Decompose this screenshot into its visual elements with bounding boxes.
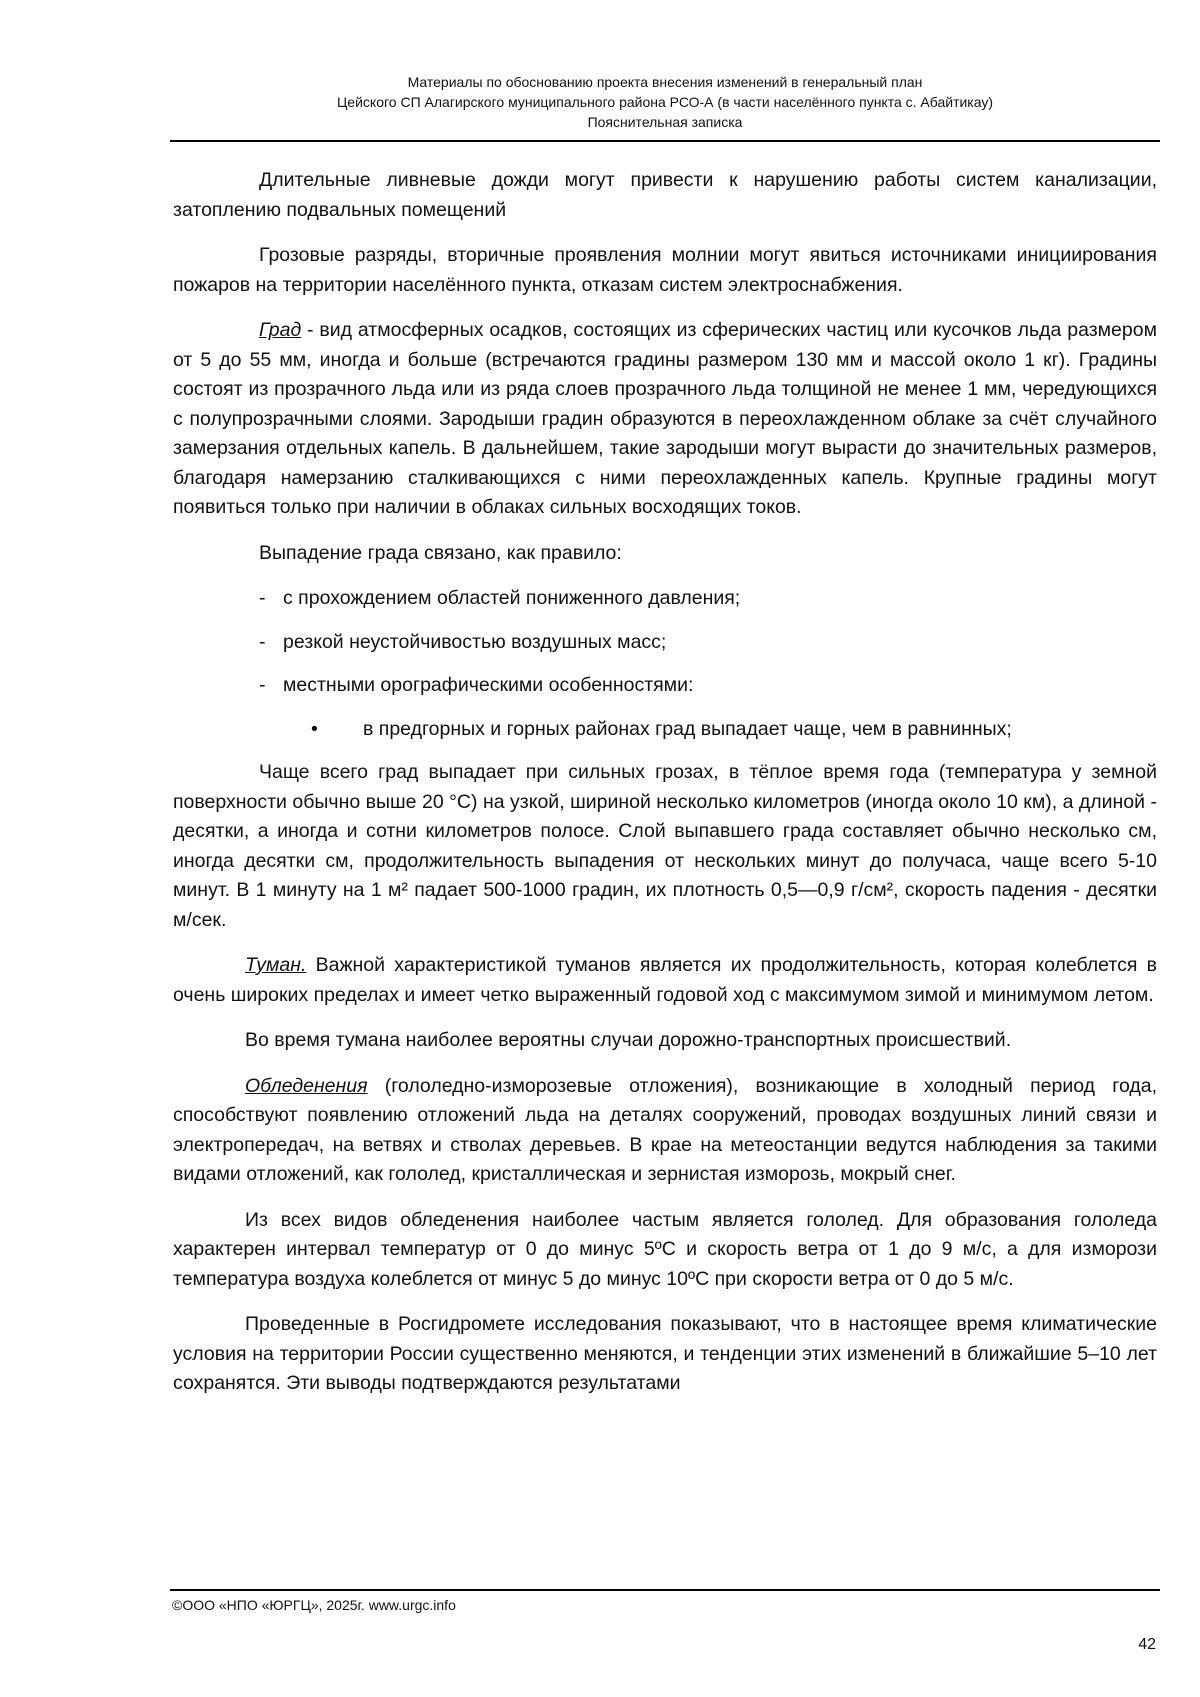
- paragraph-hail-causes: Выпадение града связано, как правило:: [259, 541, 622, 564]
- header-divider: [170, 140, 1160, 142]
- paragraph-fog: Туман. Важной характеристикой туманов является их продолжительность, которая колеблется в очень широких пределах и имеет четко выраженный годовой ход с максимумом зимой и минимумом летом.: [173, 954, 1157, 1006]
- list-marker: -: [259, 674, 266, 696]
- paragraph-rain: Длительные ливневые дожди могут привести к нарушению работы систем канализации, затоплению подвальных помещений: [173, 169, 1157, 221]
- list-item: - с прохождением областей пониженного давления;: [173, 584, 1157, 614]
- paragraph-icing: Обледенения (гололедно-изморозевые отложения), возникающие в холодный период года, способствуют появлению отложений льда на деталях сооружений, проводах воздушных линий связи и электропередач, на ветвях и стволах деревьев. В крае на метеостанции ведутся наблюдения за такими видами отложений, как гололед, кристаллическая и зернистая изморозь, мокрый снег.: [173, 1074, 1157, 1185]
- bullet-item: • в предгорных и горных районах град выпадает чаще, чем в равнинных;: [173, 715, 1157, 745]
- header-line-2: Цейского СП Алагирского муниципального района РСО-А (в части населённого пункта с. Абайтикау): [336, 94, 994, 110]
- term-fog: Туман.: [245, 954, 307, 976]
- page-number: 42: [1138, 1636, 1156, 1653]
- page-header: [170, 72, 1160, 132]
- footer-copyright: ©ООО «НПО «ЮРГЦ», 2025г. www.urgc.info: [172, 1597, 456, 1613]
- paragraph-thunderstorm: Грозовые разряды, вторичные проявления молнии могут явиться источниками инициирования пожаров на территории населённого пункта, отказам систем электроснабжения.: [173, 244, 1157, 296]
- paragraph-roshydromet: Проведенные в Росгидромете исследования показывают, что в настоящее время климатические условия на территории России существенно меняются, и тенденции этих изменений в ближайшие 5–10 лет сохранятся. Эти выводы подтверждаются результатами: [173, 1313, 1157, 1394]
- header-line-3: Пояснительная записка: [587, 114, 743, 130]
- term-hail: Град: [259, 319, 302, 341]
- list-marker: -: [259, 630, 266, 653]
- header-line-1: Материалы по обоснованию проекта внесения изменений в генеральный план: [407, 74, 923, 90]
- document-body: [173, 166, 1157, 1415]
- paragraph-fog-accidents: Во время тумана наиболее вероятны случаи дорожно-транспортных происшествий.: [245, 1029, 1012, 1051]
- footer-divider: [170, 1589, 1160, 1591]
- bullet-icon: •: [311, 717, 318, 740]
- term-icing: Обледенения: [245, 1074, 368, 1097]
- paragraph-hail-text: - вид атмосферных осадков, состоящих из сферических частиц или кусочков льда размером от 5 до 55 мм, иногда и больше (встречаются градины размером 130 мм и массой около 1 кг). Градины состоят из прозрачного льда или из ряда слоев прозрачного льда толщиной не менее 1 мм, чередующихся с полупрозрачными слоями. Зародыши градин образуются в переохлажденном облаке за счёт случайного замерзания отдельных капель. В дальнейшем, такие зародыши могут вырасти до значительных размеров, благодаря намерзанию сталкивающихся с ними переохлажденных капель. Крупные градины могут появиться только при наличии в облаках сильных восходящих токов.: [173, 319, 1157, 518]
- list-item: - местными орографическими особенностями:: [173, 671, 1157, 701]
- paragraph-hail: [173, 316, 1157, 523]
- list-item: - резкой неустойчивостью воздушных масс;: [173, 628, 1157, 658]
- paragraph-hail-details: Чаще всего град выпадает при сильных грозах, в тёплое время года (температура у земной поверхности обычно выше 20 °C) на узкой, шириной несколько километров (иногда около 10 км), а длиной - десятки, а иногда и сотни километров полосе. Слой выпавшего града составляет обычно несколько см, иногда десятки см, продолжительность выпадения от нескольких минут до получаса, чаще всего 5-10 минут. В 1 минуту на 1 м² падает 500-1000 градин, их плотность 0,5—0,9 г/см², скорость падения - десятки м/сек.: [173, 761, 1157, 931]
- paragraph-glaze: Из всех видов обледенения наиболее частым является гололед. Для образования гололеда характерен интервал температур от 0 до минус 5ºС и скорость ветра от 1 до 9 м/с, а для изморози температура воздуха колеблется от минус 5 до минус 10ºС при скорости ветра от 0 до 5 м/с.: [173, 1208, 1157, 1290]
- list-marker: -: [259, 587, 266, 609]
